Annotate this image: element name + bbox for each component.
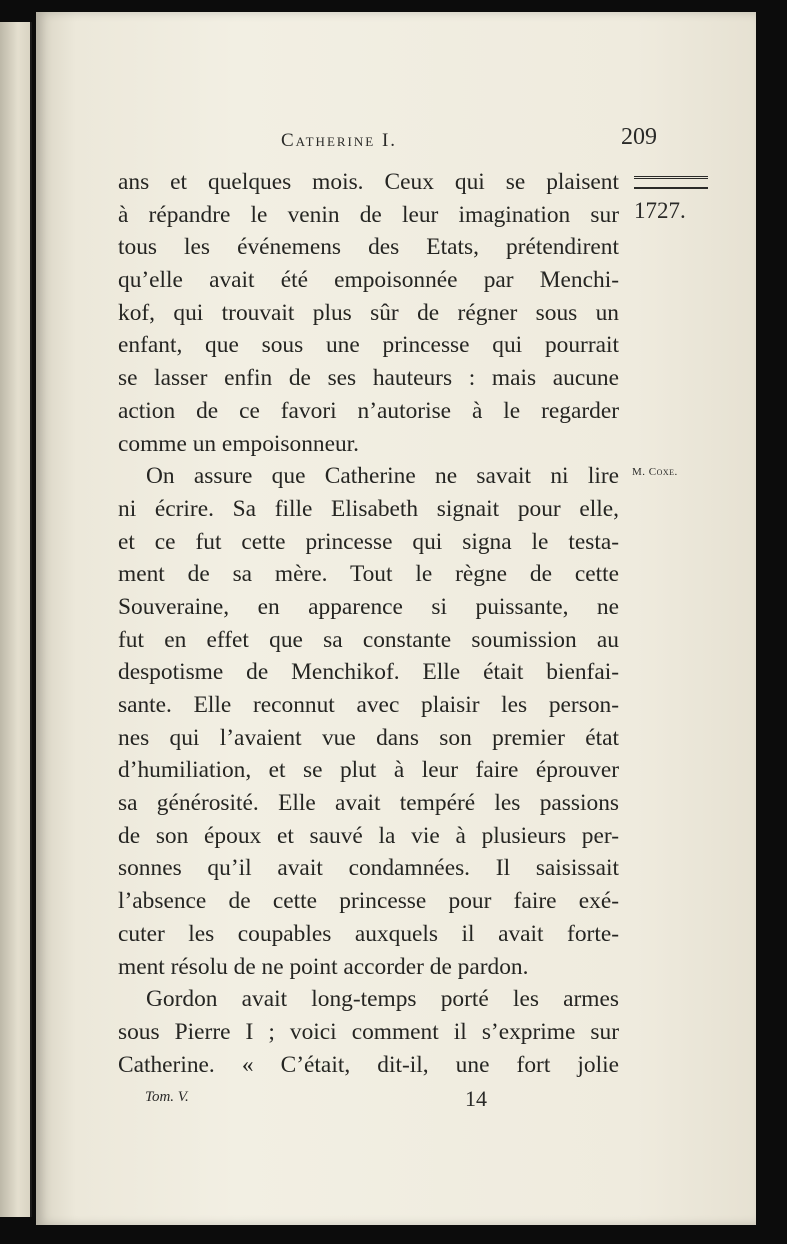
text-line: Souveraine, en apparence si puissante, ne	[118, 593, 619, 620]
text-line: comme un empoisonneur.	[118, 430, 360, 457]
text-line: On assure que Catherine ne savait ni lire	[146, 463, 619, 490]
facing-page-edge	[0, 22, 32, 1217]
text-line: tous les événemens des Etats, prétendirent	[118, 234, 619, 261]
text-line: d’humiliation, et se plut à leur faire éprouver	[118, 757, 619, 784]
text-line: sa générosité. Elle avait tempéré les passions	[118, 790, 619, 817]
text-line: action de ce favori n’autorise à le regarder	[118, 397, 619, 424]
text-line: sonnes qu’il avait condamnées. Il saisissait	[118, 855, 619, 882]
margin-note: M. Coxe.	[632, 466, 678, 478]
text-line: l’absence de cette princesse pour faire exé-	[118, 888, 619, 915]
signature-mark: Tom. V.	[145, 1089, 189, 1105]
text-line: Gordon avait long-temps porté les armes	[146, 986, 619, 1013]
text-line: fut en effet que sa constante soumission au	[118, 626, 619, 653]
text-line: nes qui l’avaient vue dans son premier état	[118, 724, 619, 751]
text-line: sous Pierre I ; voici comment il s’exprime sur	[118, 1018, 619, 1045]
text-line: sante. Elle reconnut avec plaisir les person-	[118, 692, 619, 718]
text-line: enfant, que sous une princesse qui pourrait	[118, 332, 619, 359]
text-line: despotisme de Menchikof. Elle était bienfai-	[118, 659, 619, 686]
page-number: 209	[621, 124, 657, 150]
text-line: qu’elle avait été empoisonnée par Menchi-	[118, 267, 619, 294]
body-text	[118, 166, 619, 1081]
text-line: se lasser enfin de ses hauteurs : mais aucune	[118, 365, 619, 392]
text-line: de son époux et sauvé la vie à plusieurs per-	[118, 822, 619, 849]
text-line: ans et quelques mois. Ceux qui se plaisent	[118, 169, 619, 195]
text-line: kof, qui trouvait plus sûr de régner sous un	[118, 299, 619, 326]
margin-year: 1727.	[634, 198, 686, 223]
text-line: Catherine. « C’était, dit-il, une fort jolie	[118, 1051, 619, 1078]
sheet-number: 14	[465, 1086, 487, 1111]
text-line: ni écrire. Sa fille Elisabeth signait pour elle,	[118, 495, 619, 522]
text-line: et ce fut cette princesse qui signa le testa-	[118, 528, 619, 555]
text-line: ment de sa mère. Tout le règne de cette	[118, 561, 619, 588]
text-line: à répandre le venin de leur imagination sur	[118, 201, 619, 228]
text-line: cuter les coupables auxquels il avait forte-	[118, 920, 619, 947]
running-title: Catherine I.	[281, 130, 398, 151]
text-line: ment résolu de ne point accorder de pardon.	[118, 953, 529, 980]
margin-rule	[634, 176, 708, 189]
